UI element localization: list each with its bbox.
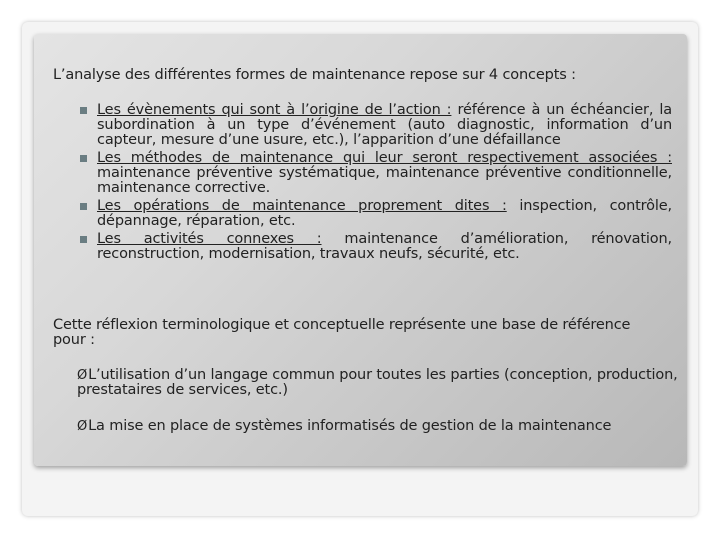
goal-text: La mise en place de systèmes informatisés de gestion de la maintenance xyxy=(88,418,612,434)
concept-title: Les évènements qui sont à l’origine de l’action : xyxy=(97,102,452,118)
goal-item xyxy=(77,368,687,398)
concept-item xyxy=(80,151,672,196)
concept-item xyxy=(80,232,672,262)
concept-title: Les activités connexes : xyxy=(97,231,322,247)
goal-item xyxy=(77,419,687,434)
concept-item xyxy=(80,103,672,148)
square-bullet-icon xyxy=(80,203,87,210)
square-bullet-icon xyxy=(80,107,87,114)
square-bullet-icon xyxy=(80,155,87,162)
concept-title: Les opérations de maintenance proprement dites : xyxy=(97,198,507,214)
concepts-list xyxy=(80,103,672,265)
check-arrow-icon: Ø xyxy=(77,419,88,434)
concept-item xyxy=(80,199,672,229)
square-bullet-icon xyxy=(80,236,87,243)
concept-text: référence à un échéancier, la subordination à un type d’événement (auto diagnostic, information d’un capteur, mesure d’une usure, etc.), l’apparition d’une défaillance xyxy=(97,102,672,148)
concept-text: maintenance préventive systématique, maintenance préventive conditionnelle, maintenance corrective. xyxy=(97,165,672,196)
concept-title: Les méthodes de maintenance qui leur seront respectivement associées : xyxy=(97,150,672,166)
intro-text: L’analyse des différentes formes de maintenance repose sur 4 concepts : xyxy=(53,67,576,83)
concept-text: maintenance d’amélioration, rénovation, reconstruction, modernisation, travaux neufs, sécurité, etc. xyxy=(97,231,672,262)
reflection-text: Cette réflexion terminologique et conceptuelle représente une base de référence pour : xyxy=(53,317,631,348)
concept-text: inspection, contrôle, dépannage, réparation, etc. xyxy=(97,198,673,229)
goal-text: L’utilisation d’un langage commun pour toutes les parties (conception, production, prestataires de services, etc.) xyxy=(77,367,678,398)
check-arrow-icon: Ø xyxy=(77,368,88,383)
